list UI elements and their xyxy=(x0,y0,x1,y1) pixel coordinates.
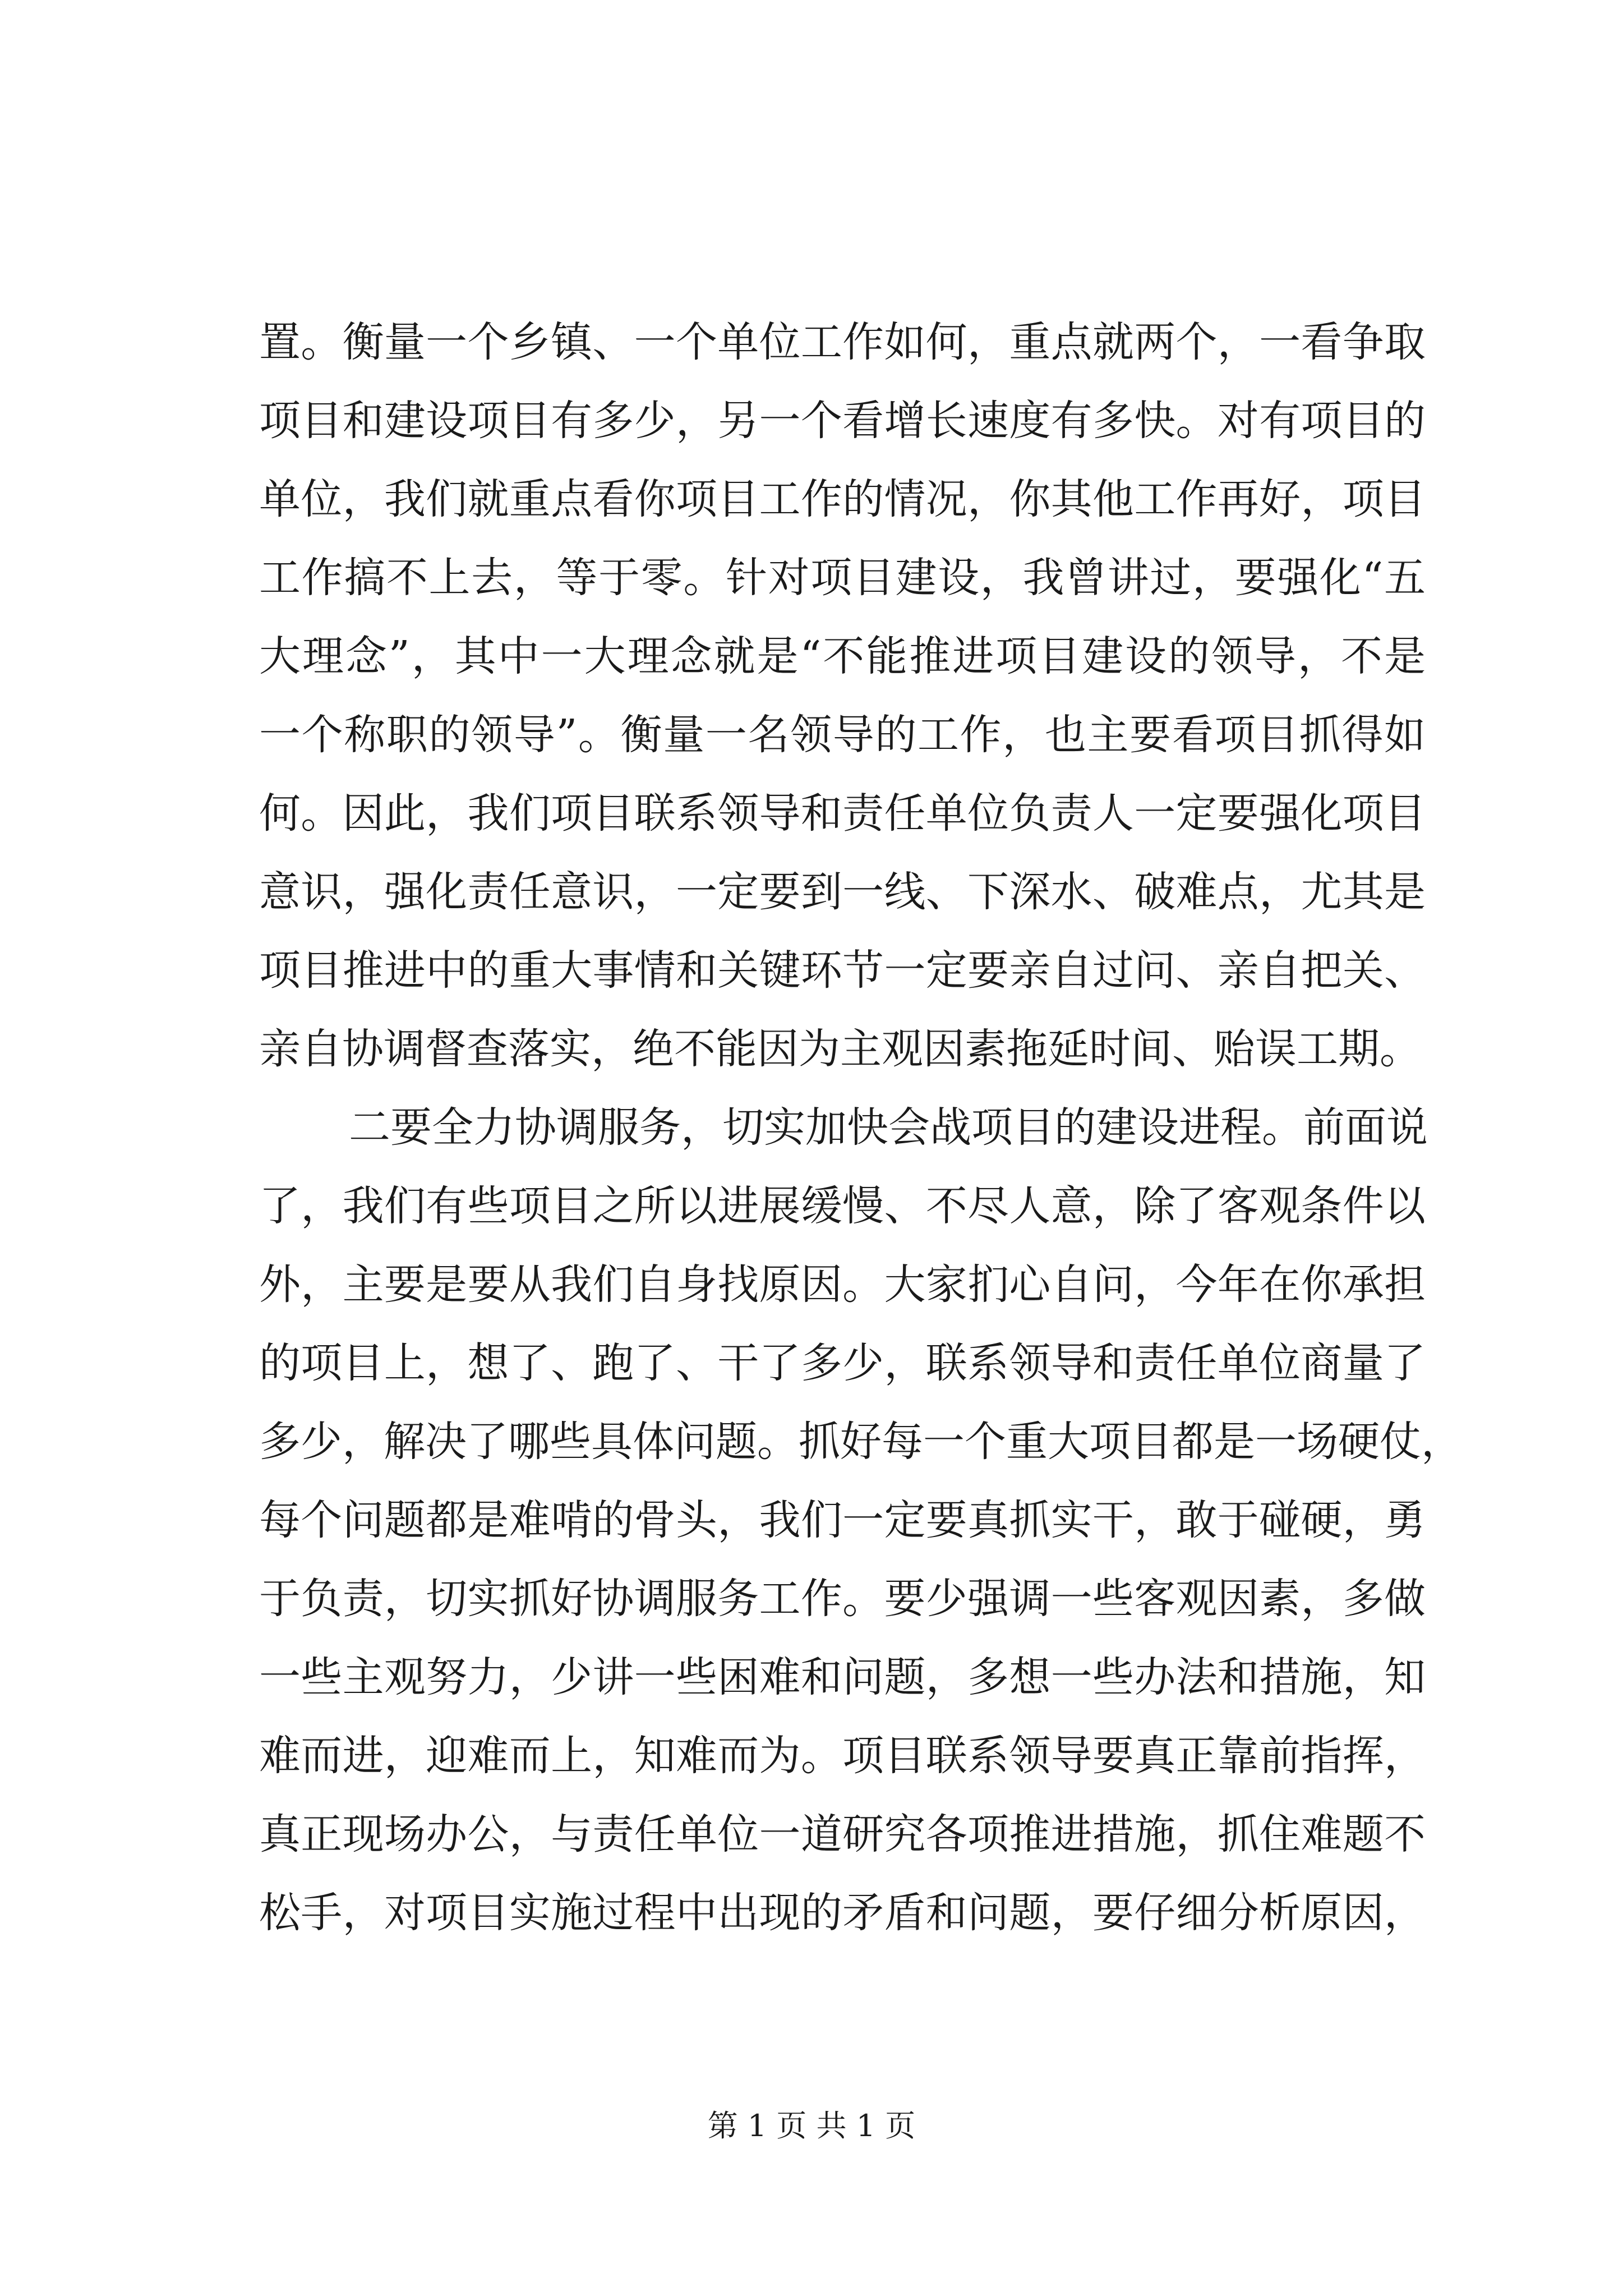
text-line: 大理念”，其中一大理念就是“不能推进项目建设的领导，不是 xyxy=(259,632,1426,680)
text-line: 的项目上，想了、跑了、干了多少，联系领导和责任单位商量了 xyxy=(259,1339,1426,1387)
text-line: 意识，强化责任意识，一定要到一线、下深水、破难点，尤其是 xyxy=(259,868,1426,916)
text-line: 于负责，切实抓好协调服务工作。要少强调一些客观因素，多做 xyxy=(259,1575,1426,1623)
text-line: 一些主观努力，少讲一些困难和问题，多想一些办法和措施，知 xyxy=(259,1653,1426,1701)
body-text xyxy=(259,303,1463,1952)
text-line: 工作搞不上去，等于零。针对项目建设，我曾讲过，要强化“五 xyxy=(259,554,1426,602)
paragraph-first-line: 二要全力协调服务，切实加快会战项目的建设进程。前面说 xyxy=(349,1103,1428,1152)
text-line: 了，我们有些项目之所以进展缓慢、不尽人意，除了客观条件以 xyxy=(259,1182,1426,1230)
text-line: 外，主要是要从我们自身找原因。大家扪心自问，今年在你承担 xyxy=(259,1260,1426,1309)
text-line: 真正现场办公，与责任单位一道研究各项推进措施，抓住难题不 xyxy=(259,1810,1426,1858)
text-line: 项目和建设项目有多少，另一个看增长速度有多快。对有项目的 xyxy=(259,397,1426,445)
text-line: 松手，对项目实施过程中出现的矛盾和问题，要仔细分析原因， xyxy=(259,1889,1426,1937)
page-footer xyxy=(0,2106,1623,2146)
text-line: 单位，我们就重点看你项目工作的情况，你其他工作再好，项目 xyxy=(259,475,1426,523)
text-line: 亲自协调督查落实，绝不能因为主观因素拖延时间、贻误工期。 xyxy=(259,1025,1421,1073)
page-number-label: 第 1 页 共 1 页 xyxy=(707,2108,916,2143)
text-line: 难而进，迎难而上，知难而为。项目联系领导要真正靠前指挥， xyxy=(259,1732,1426,1780)
text-line: 每个问题都是难啃的骨头，我们一定要真抓实干，敢于碰硬，勇 xyxy=(259,1496,1426,1544)
text-line: 何。因此，我们项目联系领导和责任单位负责人一定要强化项目 xyxy=(259,789,1426,838)
text-line: 置。衡量一个乡镇、一个单位工作如何，重点就两个，一看争取 xyxy=(259,318,1426,366)
text-line: 多少，解决了哪些具体问题。抓好每一个重大项目都是一场硬仗， xyxy=(259,1418,1463,1466)
text-line: 一个称职的领导”。衡量一名领导的工作，也主要看项目抓得如 xyxy=(259,711,1426,759)
text-line: 项目推进中的重大事情和关键环节一定要亲自过问、亲自把关、 xyxy=(259,946,1426,995)
